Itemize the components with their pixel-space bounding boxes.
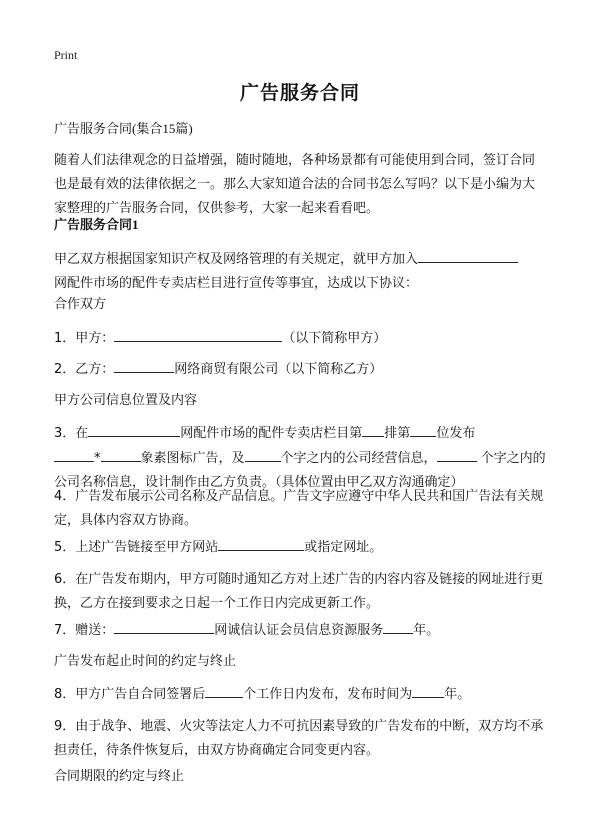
blank-field (383, 618, 413, 634)
item-6-paragraph: 6．在广告发布期内，甲方可随时通知乙方对上述广告的内容内容及链接的网址进行更换，乙方在接到要求之日起一个工作日内完成更新工作。 (54, 572, 544, 611)
blank-field (54, 446, 94, 462)
item-5-text-a: 5．上述广告链接至甲方网站 (54, 540, 219, 555)
item-3-text-b: 网配件市场的配件专卖店栏目第 (180, 426, 363, 441)
party-a-label: 1．甲方： (54, 331, 115, 346)
blank-field (437, 446, 477, 462)
term-heading: 合同期限的约定与终止 (54, 769, 185, 784)
party-b-label: 2．乙方： (54, 362, 115, 377)
blank-field (114, 618, 214, 634)
blank-field (412, 682, 444, 698)
item-4-paragraph: 4．广告发布展示公司名称及产品信息。广告文字应遵守中华人民共和国广告法有关规定，具体内容双方协商。 (54, 489, 544, 528)
party-a-suffix: （以下简称甲方） (282, 331, 387, 346)
item-3-text-h: 个字之内的公司名称信息，设计制作由乙方负责。（具体位置由甲乙双方沟通确定） (54, 451, 546, 490)
page-title: 广告服务合同 (239, 82, 360, 104)
item-7-text-b: 网诚信认证会员信息资源服务 (214, 623, 384, 638)
blank-field (418, 247, 518, 263)
item-8-text-b: 个工作日内发布，发布时间为 (243, 687, 413, 702)
item-5-paragraph (54, 535, 546, 560)
blank-field (101, 446, 141, 462)
party-a-blank (114, 326, 282, 342)
blank-field (205, 682, 243, 698)
print-link[interactable]: Print (54, 48, 78, 62)
intro-paragraph: 随着人们法律观念的日益增强，随时随地，各种场景都有可能使用到合同，签订合同也是最有效的法律依据之一。那么大家知道合法的合同书怎么写吗？以下是小编为大家整理的广告服务合同，仅供参考，大家一起来看看吧。 (54, 153, 536, 216)
period-heading: 广告发布起止时间的约定与终止 (54, 654, 237, 669)
basis-text-a: 甲乙双方根据国家知识产权及网络管理的有关规定，就甲方加入 (54, 252, 419, 267)
basis-paragraph (54, 247, 546, 296)
location-heading: 甲方公司信息位置及内容 (54, 393, 198, 408)
parties-heading: 合作双方 (54, 297, 107, 312)
item-9-paragraph: 9．由于战争、地震、火灾等法定人力不可抗因素导致的广告发布的中断，双方均不承担责任，待条件恢复后，由双方协商确定合同变更内容。 (54, 719, 544, 758)
website-blank (218, 535, 304, 551)
party-b-blank (114, 357, 174, 373)
item-3-text-f: 象素图标广告，及 (140, 451, 245, 466)
item-3-text-g: 个字之内的公司经营信息， (280, 451, 437, 466)
item-8-paragraph (54, 682, 546, 707)
item-8-text-a: 8．甲方广告自合同签署后 (54, 687, 206, 702)
party-b-suffix: 网络商贸有限公司（以下简称乙方） (174, 362, 383, 377)
document-subtitle: 广告服务合同(集合15篇) (54, 121, 193, 136)
item-7-paragraph (54, 618, 546, 643)
item-3-text-a: 3．在 (54, 426, 89, 441)
blank-field (245, 446, 281, 462)
item-3-text-d: 位发布 (436, 426, 476, 441)
item-5-text-b: 或指定网址。 (304, 540, 383, 555)
blank-field (88, 421, 180, 437)
party-a-line (54, 326, 546, 351)
item-3-paragraph (54, 421, 546, 495)
item-8-text-c: 年。 (444, 687, 471, 702)
item-3-text-e: * (94, 451, 101, 466)
basis-text-b: 网配件市场的配件专卖店栏目进行宣传等事宜，达成以下协议： (54, 276, 419, 291)
blank-field (410, 421, 436, 437)
blank-field (362, 421, 384, 437)
item-7-text-c: 年。 (413, 623, 440, 638)
item-7-text-a: 7．赠送： (54, 623, 115, 638)
section-heading: 广告服务合同1 (54, 217, 139, 232)
party-b-line (54, 357, 546, 382)
item-3-text-c: 排第 (384, 426, 411, 441)
